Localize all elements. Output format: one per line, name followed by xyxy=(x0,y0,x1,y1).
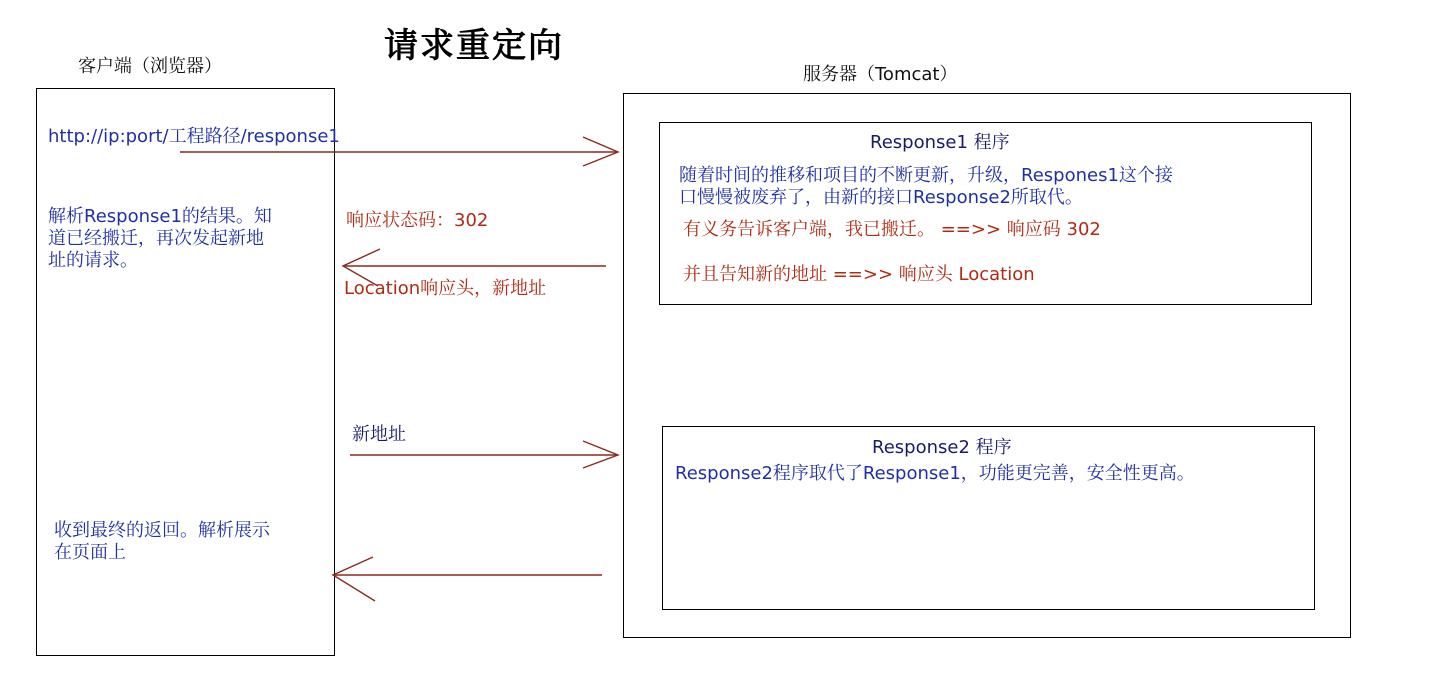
client-label: 客户端（浏览器） xyxy=(78,56,222,77)
new-address-arrow xyxy=(350,441,618,468)
diagram-title: 请求重定向 xyxy=(384,26,564,66)
server-label: 服务器（Tomcat） xyxy=(803,64,958,85)
client-parse-line: 址的请求。 xyxy=(48,250,138,271)
client-final-line: 收到最终的返回。解析展示 xyxy=(54,520,270,541)
response2-title: Response2 程序 xyxy=(872,437,1012,458)
response1-title: Response1 程序 xyxy=(870,132,1010,153)
client-parse-line: 道已经搬迁，再次发起新地 xyxy=(48,228,264,249)
response1-description-line: 口慢慢被废弃了，由新的接口Response2所取代。 xyxy=(679,187,1083,208)
location-header-label: Location响应头，新地址 xyxy=(344,278,547,299)
final-response-arrow xyxy=(333,557,602,601)
request-arrow xyxy=(180,137,618,166)
new-address-label: 新地址 xyxy=(352,424,406,445)
response1-notify: 并且告知新的地址 ==>> 响应头 Location xyxy=(683,264,1035,285)
response1-duty: 有义务告诉客户端，我已搬迁。 ==>> 响应码 302 xyxy=(683,219,1101,240)
status-code-label: 响应状态码：302 xyxy=(346,210,489,231)
redirect-response-arrow xyxy=(343,249,606,286)
client-request-url: http://ip:port/工程路径/response1 xyxy=(48,126,340,147)
response1-description-line: 随着时间的推移和项目的不断更新，升级，Respones1这个接 xyxy=(679,165,1173,186)
client-parse-line: 解析Response1的结果。知 xyxy=(48,206,272,227)
client-final-line: 在页面上 xyxy=(54,542,126,563)
response2-description: Response2程序取代了Response1，功能更完善，安全性更高。 xyxy=(675,463,1195,484)
